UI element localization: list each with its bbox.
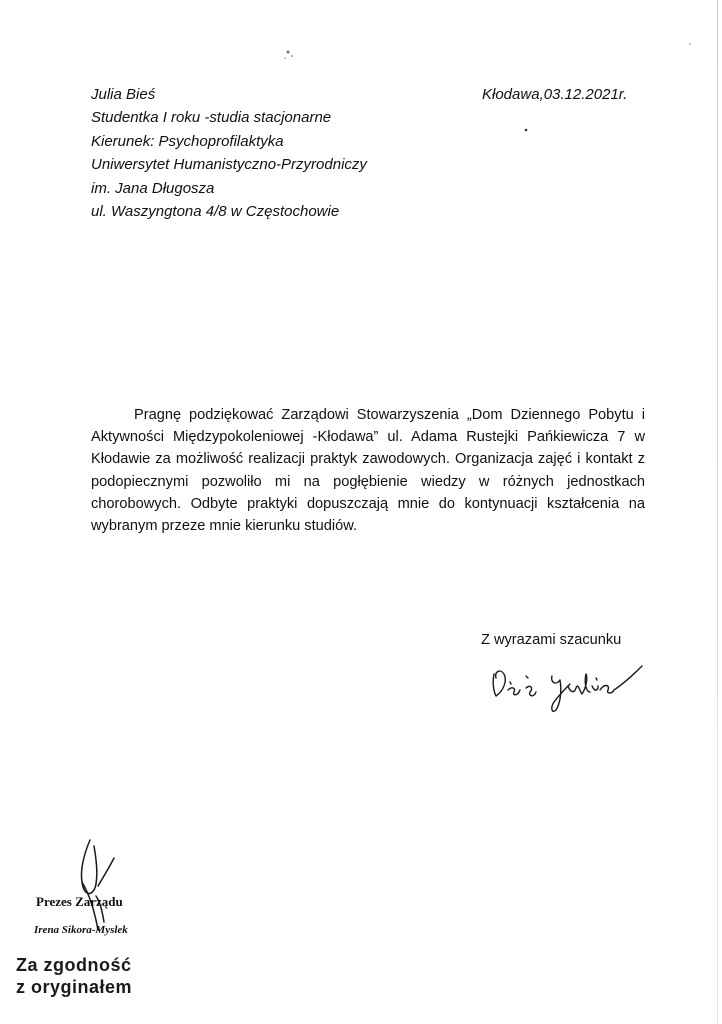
handwritten-signature	[486, 652, 646, 716]
letter-date: Kłodawa,03.12.2021r.	[482, 86, 628, 103]
letter-body: Pragnę podziękować Zarządowi Stowarzyszenia „Dom Dziennego Pobytu i Aktywności Międzypokoleniowej -Kłodawa” ul. Adama Rustejki Pańkiewicza 7 w Kłodawie za możliwość realizacji praktyk zawodowych. Organizacja zajęć i kontakt z podopiecznymi pozwoliło mi na pogłębienie wiedzy w różnych jednostkach chorobowych. Odbyte praktyki dopuszczają mnie do kontynuacji kształcenia na wybranym przeze mnie kierunku studiów.	[91, 407, 645, 535]
sender-line: Studentka I roku -studia stacjonarne	[91, 109, 332, 127]
sender-address	[91, 83, 367, 223]
sender-line: ul. Waszyngtona 4/8 w Częstochowie	[91, 203, 340, 221]
stamp-signature	[60, 836, 140, 936]
sender-line: Uniwersytet Humanistyczno-Przyrodniczy	[91, 156, 367, 174]
sender-line: im. Jana Długosza	[91, 179, 215, 197]
certified-copy-stamp	[16, 954, 132, 998]
sender-line: Kierunek: Psychoprofilaktyka	[91, 132, 284, 150]
stamp-title: Prezes Zarządu	[36, 894, 123, 909]
certified-copy-line: Za zgodność	[16, 955, 132, 975]
closing-phrase: Z wyrazami szacunku	[481, 632, 622, 648]
stamp-name: Irena Sikora-Myslek	[34, 924, 128, 936]
certified-copy-line: z oryginałem	[16, 977, 133, 997]
sender-name: Julia Bieś	[91, 86, 156, 103]
